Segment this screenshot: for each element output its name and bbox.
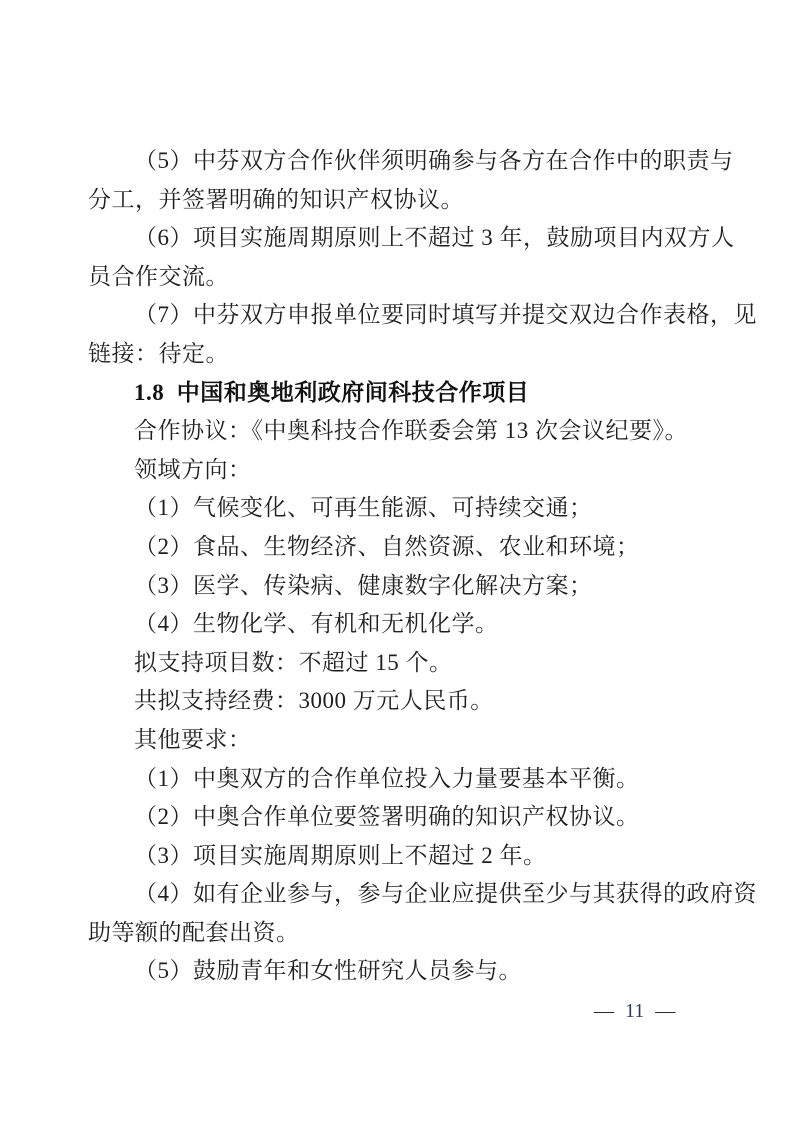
document-line: 分工，并签署明确的知识产权协议。 [88, 186, 464, 212]
document-line: 合作协议：《中奥科技合作联委会第 13 次会议纪要》。 [134, 418, 688, 444]
document-line: （5）鼓励青年和女性研究人员参与。 [134, 958, 522, 984]
section-heading: 1.8 中国和奥地利政府间科技合作项目 [134, 379, 530, 405]
document-line: 链接：待定。 [88, 340, 229, 366]
document-line: （1）气候变化、可再生能源、可持续交通； [134, 495, 593, 521]
document-line: 员合作交流。 [88, 263, 229, 289]
document-line: 领域方向： [134, 456, 252, 482]
document-line: （3）医学、传染病、健康数字化解决方案； [134, 572, 593, 598]
page-number [592, 998, 677, 1024]
document-line: （1）中奥双方的合作单位投入力量要基本平衡。 [134, 765, 640, 791]
document-line: （4）生物化学、有机和无机化学。 [134, 611, 499, 637]
document-line: （6）项目实施周期原则上不超过 3 年，鼓励项目内双方人 [134, 225, 735, 251]
document-line: 共拟支持经费：3000 万元人民币。 [134, 688, 494, 714]
document-line: （7）中芬双方申报单位要同时填写并提交双边合作表格，见 [134, 302, 757, 328]
document-body [88, 142, 757, 991]
document-line: 助等额的配套出资。 [88, 919, 300, 945]
document-line: （5）中芬双方合作伙伴须明确参与各方在合作中的职责与 [134, 148, 734, 173]
page-number-value: 11 [625, 1000, 645, 1022]
document-line: （2）中奥合作单位要签署明确的知识产权协议。 [134, 804, 640, 830]
page-number-dash-left: — [594, 1000, 614, 1022]
page-number-dash-right: — [655, 1000, 676, 1022]
document-line: 拟支持项目数：不超过 15 个。 [134, 649, 453, 675]
document-line: （2）食品、生物经济、自然资源、农业和环境； [134, 533, 640, 559]
document-line: （4）如有企业参与，参与企业应提供至少与其获得的政府资 [134, 881, 757, 907]
document-line: （3）项目实施周期原则上不超过 2 年。 [134, 842, 547, 868]
document-line: 其他要求： [134, 726, 252, 752]
